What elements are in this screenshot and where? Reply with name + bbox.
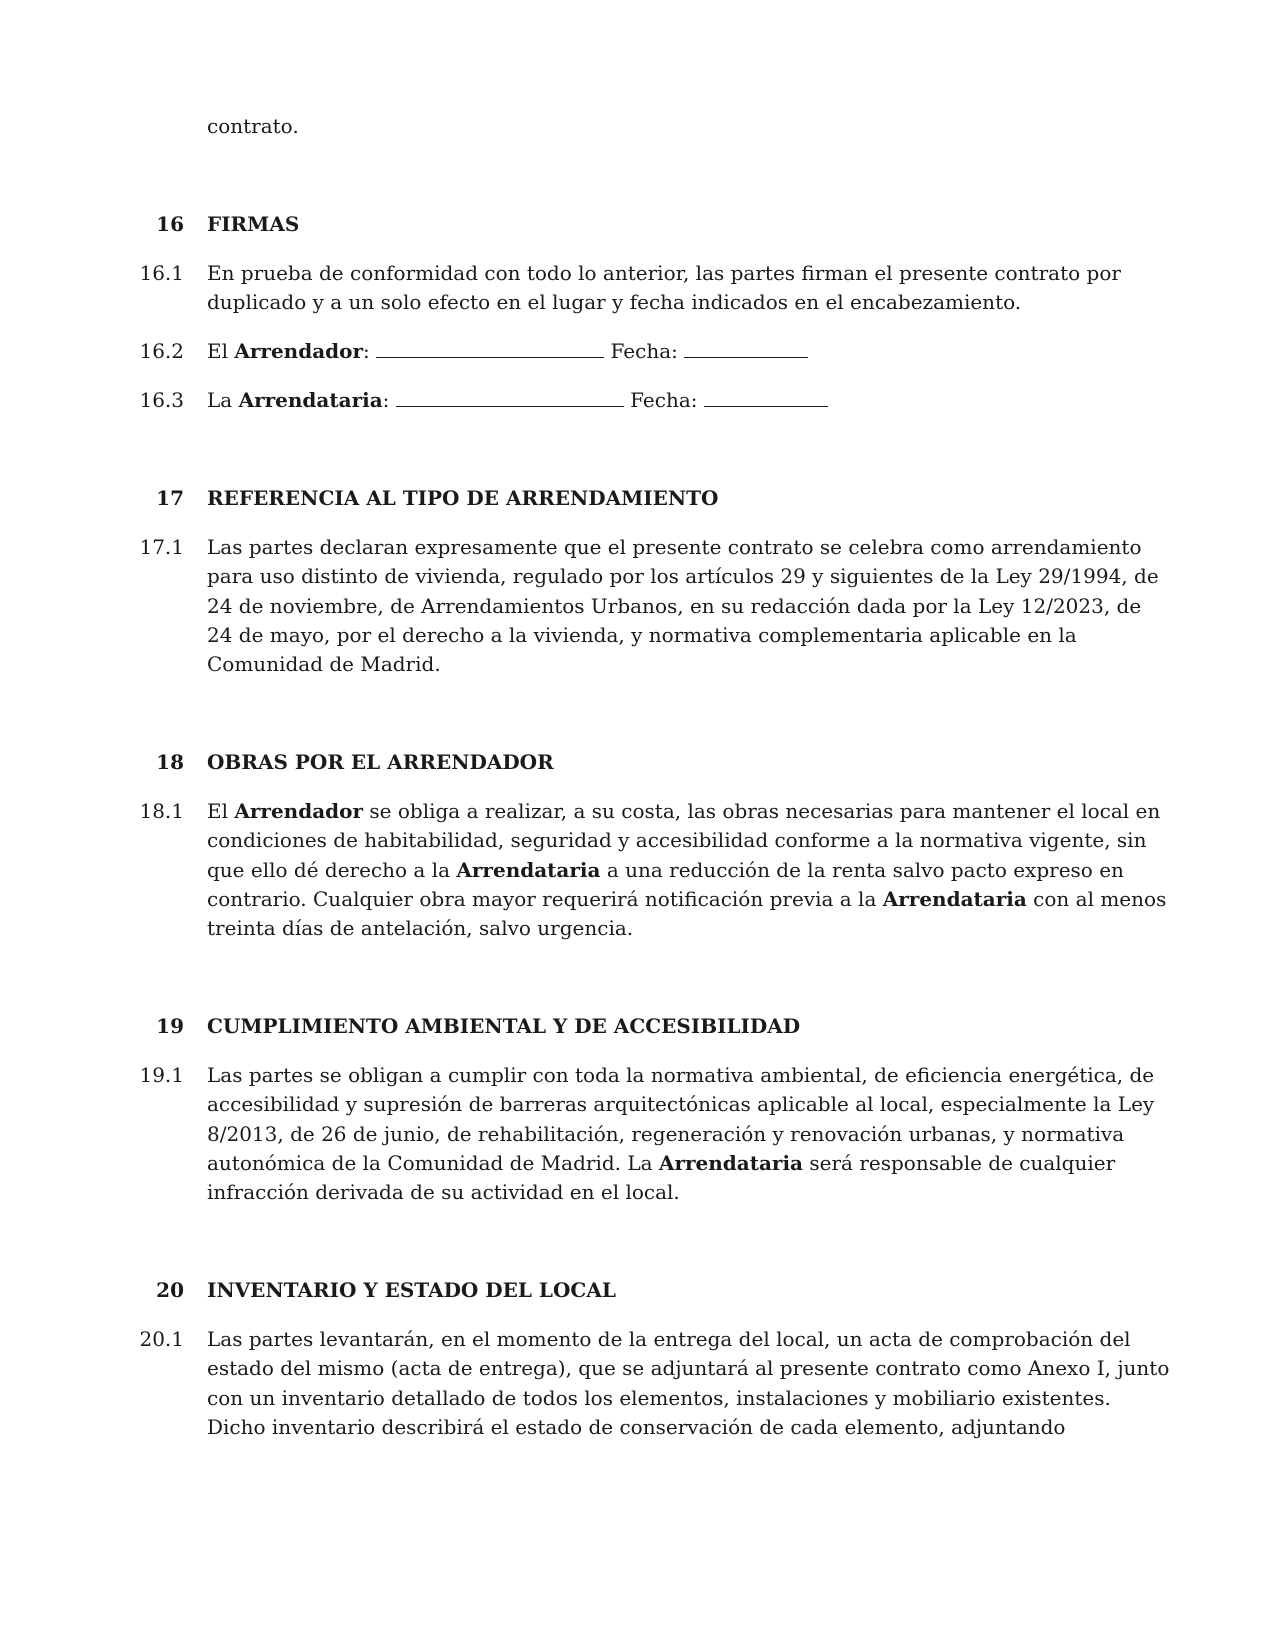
paragraph-line: 24 de mayo, por el derecho a la vivienda, y normativa complementaria aplicable en la xyxy=(207,623,1077,647)
party-name: Arrendador xyxy=(234,339,364,363)
text-run: se obliga a realizar, a su costa, las obras necesarias para mantener el local en xyxy=(363,799,1161,823)
signature-blank[interactable] xyxy=(376,339,604,358)
colon: : xyxy=(382,388,390,412)
paragraph-line xyxy=(207,856,1124,884)
clause-number: 16.1 xyxy=(139,261,184,285)
paragraph-line: para uso distinto de vivienda, regulado por los artículos 29 y siguientes de la Ley 29/1994, de xyxy=(207,564,1159,588)
paragraph-line: con un inventario detallado de todos los elementos, instalaciones y mobiliario existentes. xyxy=(207,1386,1111,1410)
date-label: Fecha: xyxy=(630,388,698,412)
clause-number: 16.2 xyxy=(139,339,184,363)
paragraph-line: treinta días de antelación, salvo urgencia. xyxy=(207,916,634,940)
party-name: Arrendataria xyxy=(658,1151,804,1175)
paragraph-line: infracción derivada de su actividad en el local. xyxy=(207,1180,680,1204)
section-title: OBRAS POR EL ARRENDADOR xyxy=(207,750,554,774)
section-title: CUMPLIMIENTO AMBIENTAL Y DE ACCESIBILIDAD xyxy=(207,1014,801,1038)
text-run: a una reducción de la renta salvo pacto expreso en xyxy=(600,858,1124,882)
paragraph-line: condiciones de habitabilidad, seguridad y accesibilidad conforme a la normativa vigente, sin xyxy=(207,828,1147,852)
clause-number: 16.3 xyxy=(139,388,184,412)
section-title: REFERENCIA AL TIPO DE ARRENDAMIENTO xyxy=(207,486,719,510)
section-number: 17 xyxy=(156,486,184,510)
text-run: con al menos xyxy=(1026,887,1167,911)
paragraph-line: En prueba de conformidad con todo lo anterior, las partes firman el presente contrato por xyxy=(207,261,1121,285)
date-blank[interactable] xyxy=(684,339,808,358)
date-blank[interactable] xyxy=(704,388,828,407)
paragraph-line: Las partes levantarán, en el momento de la entrega del local, un acta de comprobación del xyxy=(207,1327,1131,1351)
section-title: INVENTARIO Y ESTADO DEL LOCAL xyxy=(207,1278,616,1302)
paragraph-line: Las partes declaran expresamente que el presente contrato se celebra como arrendamiento xyxy=(207,535,1142,559)
paragraph-line: contrato. xyxy=(207,114,299,138)
text-run: que ello dé derecho a la xyxy=(207,858,457,882)
party-name: Arrendador xyxy=(234,799,364,823)
article-word: La xyxy=(207,388,233,412)
text-run: El xyxy=(207,799,235,823)
paragraph-line: accesibilidad y supresión de barreras arquitectónicas aplicable al local, especialmente la Ley xyxy=(207,1092,1155,1116)
paragraph-line: 24 de noviembre, de Arrendamientos Urbanos, en su redacción dada por la Ley 12/2023, de xyxy=(207,594,1142,618)
clause-number: 19.1 xyxy=(139,1063,184,1087)
paragraph-line: 8/2013, de 26 de junio, de rehabilitación, regeneración y renovación urbanas, y normativa xyxy=(207,1122,1125,1146)
date-label: Fecha: xyxy=(610,339,678,363)
section-number: 18 xyxy=(156,750,184,774)
paragraph-line xyxy=(207,885,1166,913)
party-name: Arrendataria xyxy=(882,887,1027,911)
text-run: contrario. Cualquier obra mayor requerirá notificación previa a la xyxy=(207,887,883,911)
signature-blank[interactable] xyxy=(396,388,624,407)
party-name: Arrendataria xyxy=(456,858,601,882)
text-run: autonómica de la Comunidad de Madrid. La xyxy=(207,1151,659,1175)
paragraph-line: duplicado y a un solo efecto en el lugar y fecha indicados en el encabezamiento. xyxy=(207,290,1022,314)
clause-number: 17.1 xyxy=(139,535,184,559)
section-number: 16 xyxy=(156,212,184,236)
signature-line-arrendataria xyxy=(207,386,828,414)
party-name: Arrendataria xyxy=(238,388,383,412)
paragraph-line: Comunidad de Madrid. xyxy=(207,652,441,676)
text-run: será responsable de cualquier xyxy=(803,1151,1116,1175)
section-number: 19 xyxy=(156,1014,184,1038)
paragraph-line: estado del mismo (acta de entrega), que se adjuntará al presente contrato como Anexo I, junto xyxy=(207,1356,1170,1380)
section-title: FIRMAS xyxy=(207,212,300,236)
paragraph-line: Dicho inventario describirá el estado de conservación de cada elemento, adjuntando xyxy=(207,1415,1066,1439)
paragraph-line: Las partes se obligan a cumplir con toda la normativa ambiental, de eficiencia energética, de xyxy=(207,1063,1155,1087)
clause-number: 20.1 xyxy=(139,1327,184,1351)
clause-number: 18.1 xyxy=(139,799,184,823)
article-word: El xyxy=(207,339,228,363)
signature-line-arrendador xyxy=(207,337,808,365)
section-number: 20 xyxy=(156,1278,184,1302)
paragraph-line xyxy=(207,797,1160,825)
colon: : xyxy=(363,339,370,363)
paragraph-line xyxy=(207,1149,1115,1177)
